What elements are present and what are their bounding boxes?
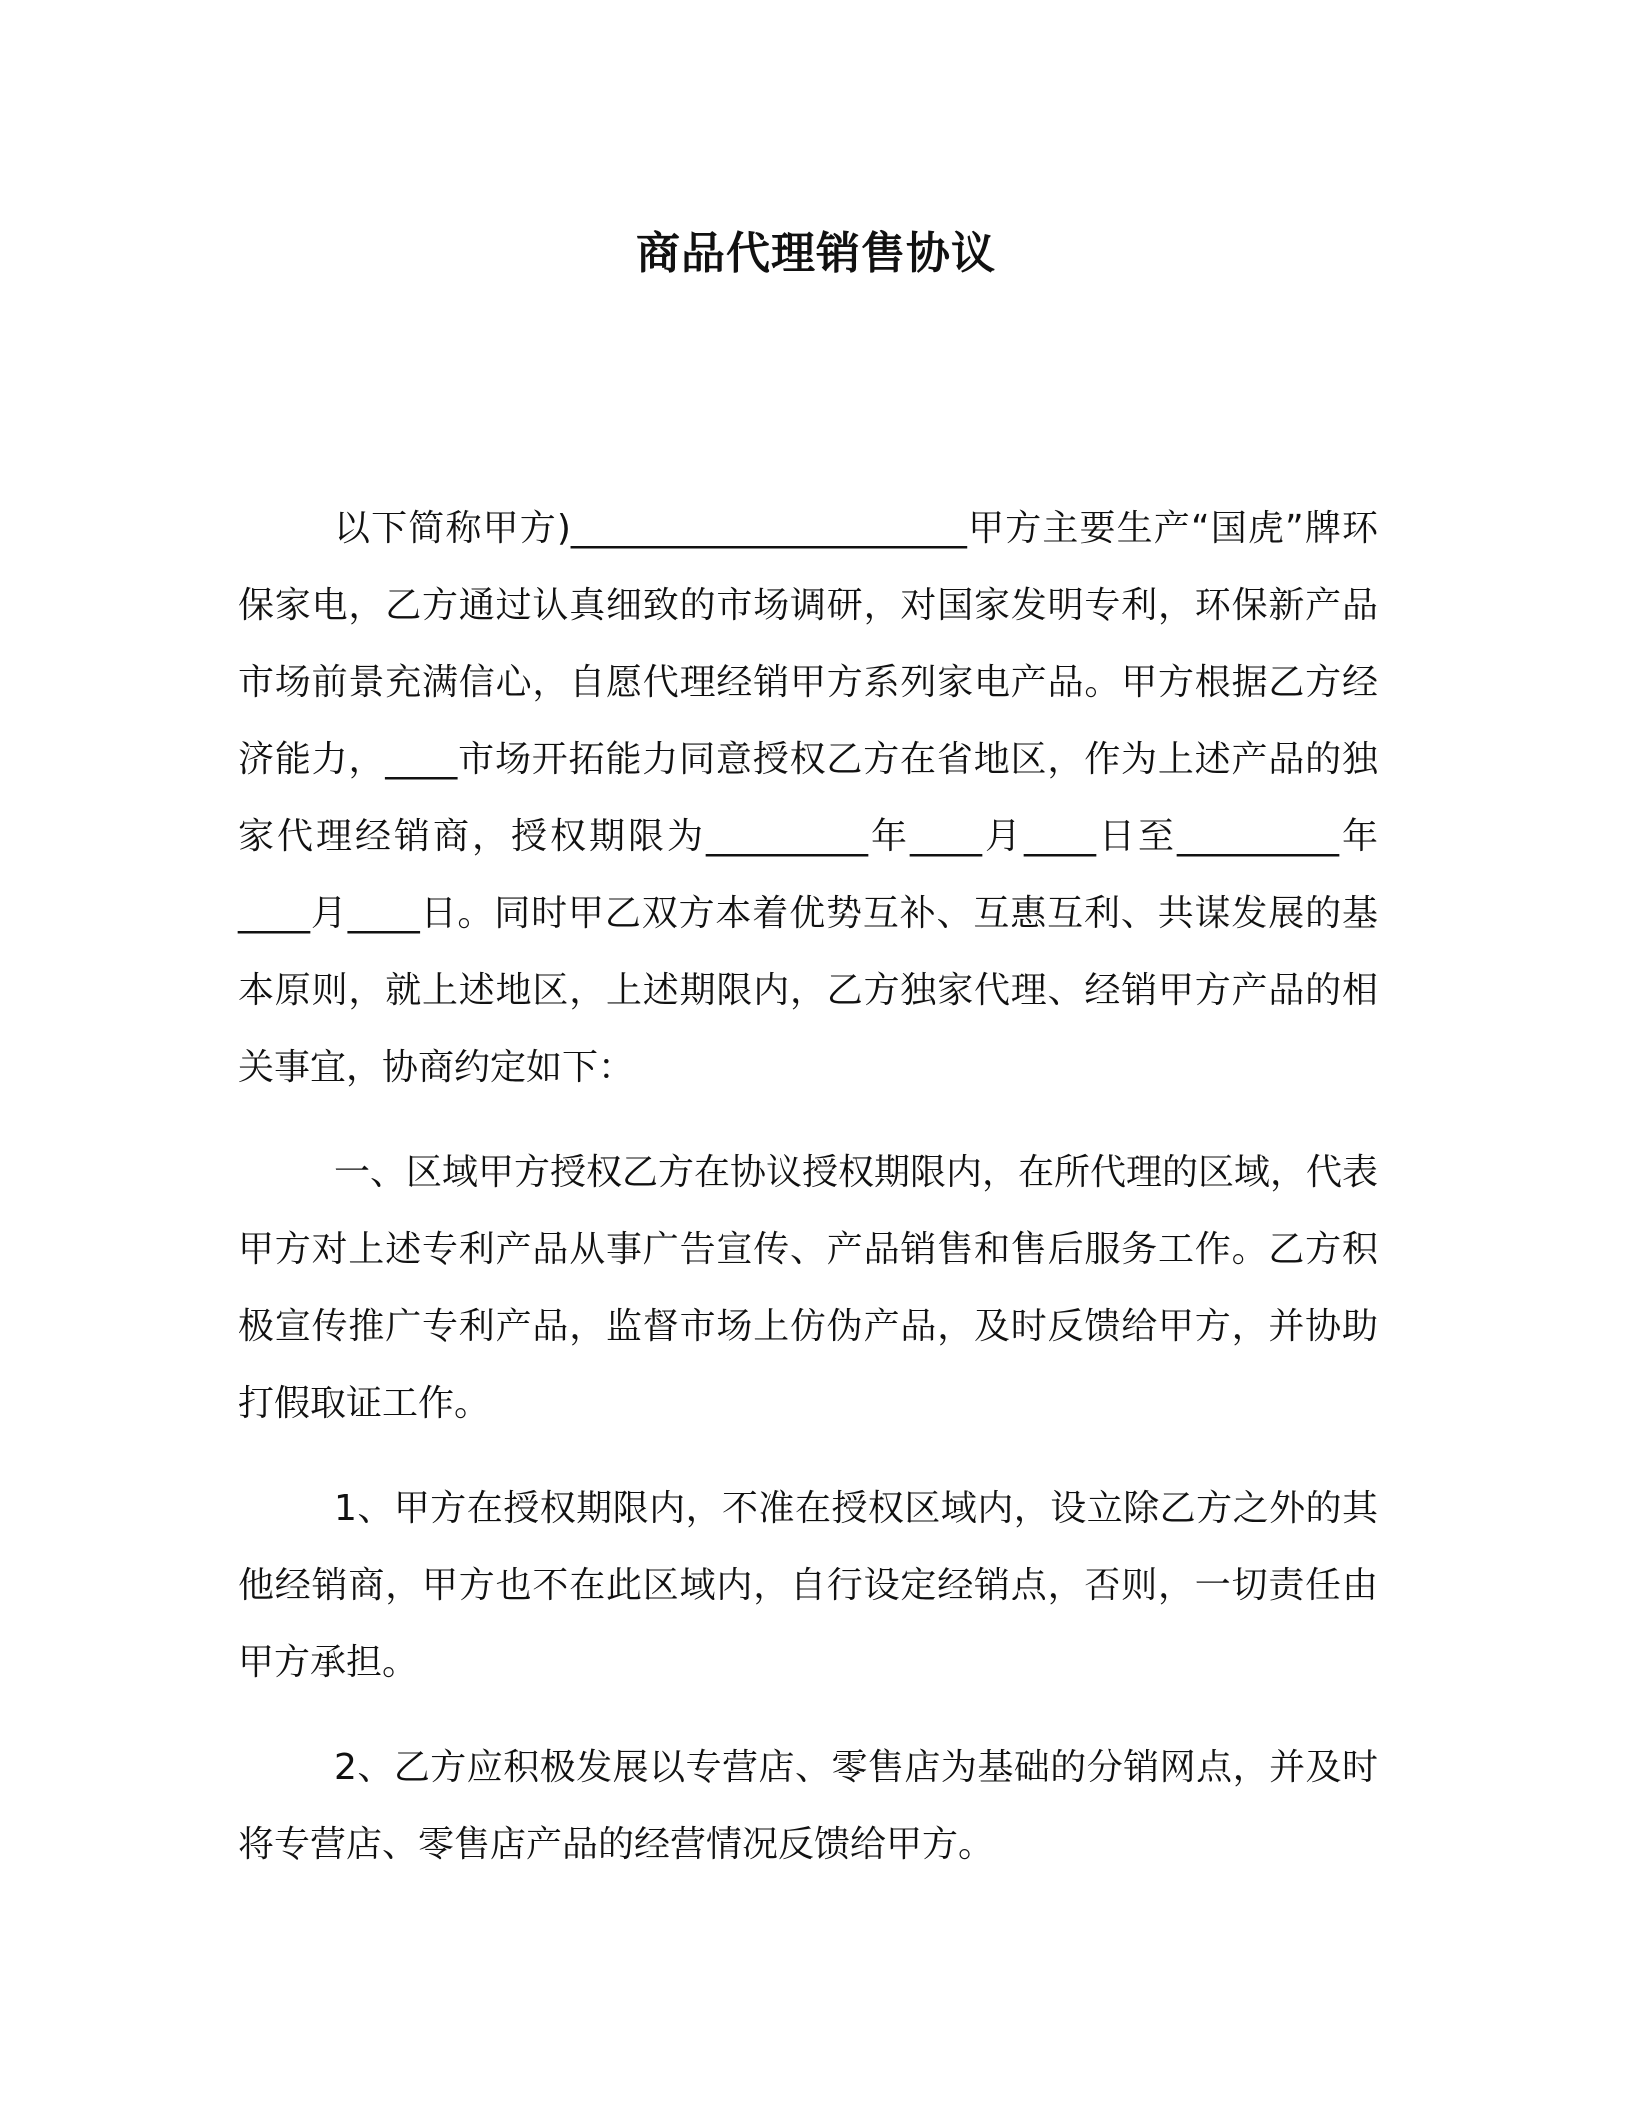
paragraph-preamble: 以下简称甲方)______________________甲方主要生产“国虎”牌环保家电，乙方通过认真细致的市场调研，对国家发明专利，环保新产品市场前景充满信心，自愿代理经销甲方系列家电产品。甲方根据乙方经济能力，____市场开拓能力同意授权乙方在省地区，作为上述产品的独家代理经销商，授权期限为_________年____月____日至_________年____月____日。同时甲乙双方本着优势互补、互惠互利、共谋发展的基本原则，就上述地区，上述期限内，乙方独家代理、经销甲方产品的相关事宜，协商约定如下： (238, 508, 1378, 1088)
paragraph-clause-2: 2、乙方应积极发展以专营店、零售店为基础的分销网点，并及时将专营店、零售店产品的经营情况反馈给甲方。 (238, 1747, 1378, 1865)
paragraph-clause-1: 1、甲方在授权期限内，不准在授权区域内，设立除乙方之外的其他经销商，甲方也不在此区域内，自行设定经销点，否则，一切责任由甲方承担。 (238, 1488, 1378, 1683)
page-title: 商品代理销售协议 (636, 228, 996, 279)
paragraph-section-one: 一、区域甲方授权乙方在协议授权期限内，在所代理的区域，代表甲方对上述专利产品从事广告宣传、产品销售和售后服务工作。乙方积极宣传推广专利产品，监督市场上仿伪产品，及时反馈给甲方，并协助打假取证工作。 (238, 1152, 1379, 1424)
document-body (238, 490, 1378, 1883)
